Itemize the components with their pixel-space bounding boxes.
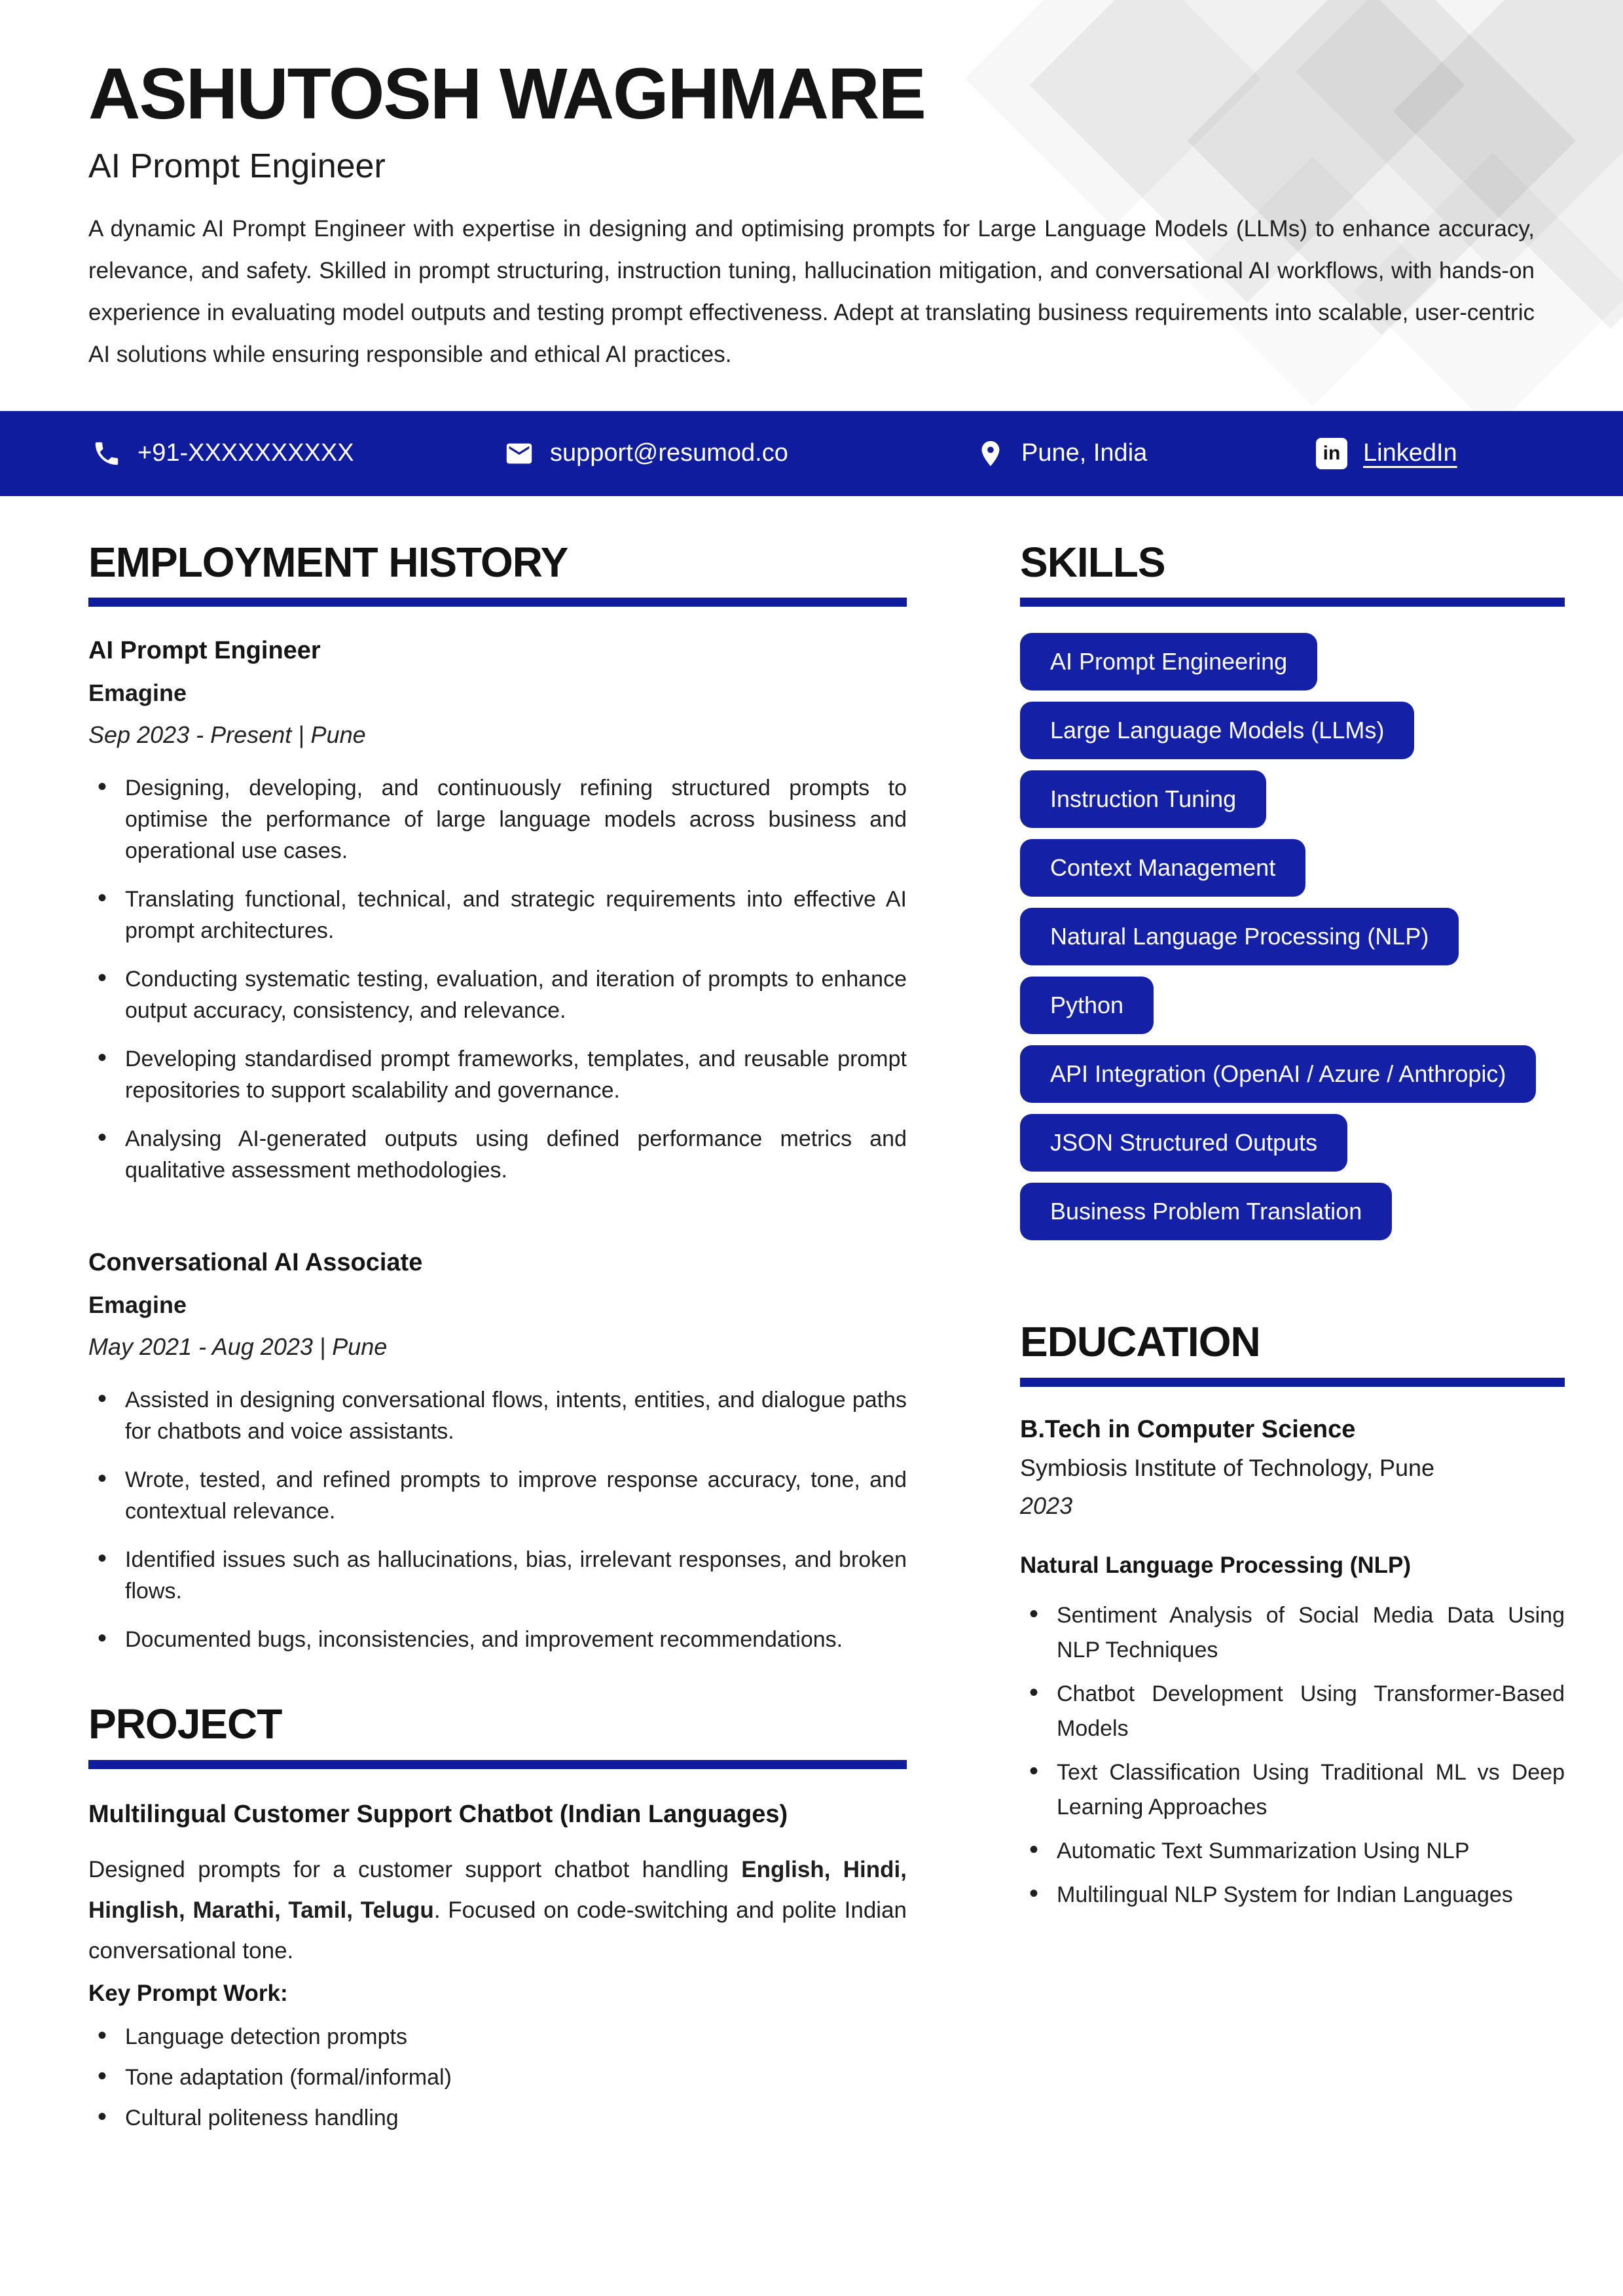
skill-chip (1020, 770, 1266, 828)
skills-section (1020, 539, 1565, 1241)
linkedin-link[interactable]: LinkedIn (1363, 439, 1457, 467)
left-column (88, 539, 907, 2144)
skill-chip (1020, 908, 1459, 965)
map-pin-icon (976, 439, 1006, 469)
skill-chip-label: JSON Structured Outputs (1050, 1129, 1318, 1157)
skill-chip-label: Instruction Tuning (1050, 785, 1237, 813)
bullet-item: • Developing standardised prompt frameworks, templates, and reusable prompt repositories to support scalability and governance. (88, 1043, 907, 1106)
bullet-item: • Text Classification Using Traditional ML vs Deep Learning Approaches (1020, 1755, 1565, 1825)
envelope-icon (504, 439, 534, 469)
job-title: Conversational AI Associate (88, 1249, 423, 1277)
bullet-item: • Tone adaptation (formal/informal) (88, 2063, 907, 2092)
contact-location (976, 439, 1316, 469)
contact-email (504, 439, 976, 469)
bullet-item: • Language detection prompts (88, 2022, 907, 2051)
bullet-item: • Assisted in designing conversational flows, intents, entities, and dialogue paths for chatbots and voice assistants. (88, 1384, 907, 1447)
skill-chip-label: Context Management (1050, 854, 1276, 882)
bullet-item: • Identified issues such as hallucinations, bias, irrelevant responses, and broken flows. (88, 1544, 907, 1607)
bullet-item: • Conducting systematic testing, evaluation, and iteration of prompts to enhance output accuracy, consistency, and relevance. (88, 963, 907, 1026)
skill-chip (1020, 839, 1305, 897)
phone-icon (92, 439, 122, 469)
bullet-item: • Sentiment Analysis of Social Media Data Using NLP Techniques (1020, 1598, 1565, 1668)
skills-heading: SKILLS (1020, 538, 1165, 586)
skill-chip (1020, 633, 1317, 691)
school: Symbiosis Institute of Technology, Pune (1020, 1454, 1435, 1481)
contact-bar (0, 411, 1623, 496)
skill-chip-label: Business Problem Translation (1050, 1198, 1362, 1225)
bullet-item: • Automatic Text Summarization Using NLP (1020, 1834, 1565, 1869)
skill-chip (1020, 977, 1154, 1034)
bullet-item: • Cultural politeness handling (88, 2104, 907, 2132)
location-text: Pune, India (1021, 439, 1148, 467)
job-list (88, 637, 907, 1655)
bullet-item: • Translating functional, technical, and strategic requirements into effective AI prompt architectures. (88, 884, 907, 946)
header (0, 0, 1623, 376)
employment-section (88, 539, 907, 1656)
skill-chip-label: Natural Language Processing (NLP) (1050, 923, 1429, 950)
project-description (88, 1850, 907, 1971)
section-underline (1020, 1378, 1565, 1387)
skill-chip (1020, 702, 1414, 759)
description-segment: Designed prompts for a customer support chatbot handling (88, 1856, 742, 1882)
bullet-item: • Multilingual NLP System for Indian Languages (1020, 1878, 1565, 1912)
job-dates-location: May 2021 - Aug 2023 | Pune (88, 1333, 388, 1361)
contact-phone (92, 439, 504, 469)
skill-chip-label: Large Language Models (LLMs) (1050, 717, 1385, 744)
candidate-name: ASHUTOSH WAGHMARE (88, 54, 925, 134)
bullet-item: • Wrote, tested, and refined prompts to improve response accuracy, tone, and contextual relevance. (88, 1464, 907, 1527)
skill-chip (1020, 1183, 1392, 1240)
skill-chip-label: API Integration (OpenAI / Azure / Anthropic) (1050, 1060, 1506, 1088)
job-entry (88, 1249, 907, 1655)
bullet-item: • Documented bugs, inconsistencies, and improvement recommendations. (88, 1624, 907, 1655)
section-underline (1020, 598, 1565, 607)
key-prompt-work-label: Key Prompt Work: (88, 1980, 288, 2006)
project-heading: PROJECT (88, 1700, 282, 1748)
bullet-item: • Designing, developing, and continuously refining structured prompts to optimise the performance of large language models across business and operational use cases. (88, 772, 907, 867)
coursework-bullets (1020, 1598, 1565, 1912)
bullet-item: • Chatbot Development Using Transformer-Based Models (1020, 1677, 1565, 1746)
candidate-title: AI Prompt Engineer (88, 147, 386, 185)
skill-chip (1020, 1045, 1536, 1103)
linkedin-icon: in (1316, 438, 1347, 469)
employment-heading: EMPLOYMENT HISTORY (88, 538, 568, 586)
bullet-item: • Analysing AI-generated outputs using defined performance metrics and qualitative assessment methodologies. (88, 1123, 907, 1186)
graduation-year: 2023 (1020, 1492, 1073, 1519)
right-column (1020, 539, 1565, 2144)
section-underline (88, 1760, 907, 1769)
degree: B.Tech in Computer Science (1020, 1415, 1356, 1443)
main-columns (0, 496, 1623, 2144)
coursework-heading: Natural Language Processing (NLP) (1020, 1552, 1412, 1578)
project-section (88, 1701, 907, 2132)
job-title: AI Prompt Engineer (88, 637, 321, 665)
job-entry (88, 637, 907, 1186)
job-bullets (88, 772, 907, 1186)
job-bullets (88, 1384, 907, 1655)
skill-chip-label: Python (1050, 992, 1124, 1019)
contact-linkedin (1316, 438, 1457, 469)
education-heading: EDUCATION (1020, 1318, 1260, 1366)
description-segment: English, Hindi, Hinglish, Marathi, Tamil, Telugu (88, 1856, 907, 1923)
summary-text: A dynamic AI Prompt Engineer with expertise in designing and optimising prompts for Large Language Models (LLMs) to enhance accuracy, relevance, and safety. Skilled in prompt structuring, instruction tuning, hallucination mitigation, and conversational AI workflows, with hands-on experience in evaluating model outputs and testing prompt effectiveness. Adept at translating business requirements into scalable, user-centric AI solutions while ensuring responsible and ethical AI practices. (88, 215, 1535, 367)
phone-text: +91-XXXXXXXXXX (137, 439, 354, 467)
description-segment: . Focused on code-switching and polite Indian conversational tone. (88, 1897, 907, 1964)
skill-chip-label: AI Prompt Engineering (1050, 648, 1288, 675)
job-company: Emagine (88, 1291, 187, 1319)
education-section (1020, 1319, 1565, 1912)
job-company: Emagine (88, 679, 187, 707)
job-dates-location: Sep 2023 - Present | Pune (88, 721, 366, 749)
skill-chip-list (1020, 633, 1565, 1240)
project-bullets (88, 2022, 907, 2132)
project-title: Multilingual Customer Support Chatbot (Indian Languages) (88, 1800, 788, 1828)
section-underline (88, 598, 907, 607)
email-text: support@resumod.co (550, 439, 788, 467)
skill-chip (1020, 1114, 1347, 1172)
